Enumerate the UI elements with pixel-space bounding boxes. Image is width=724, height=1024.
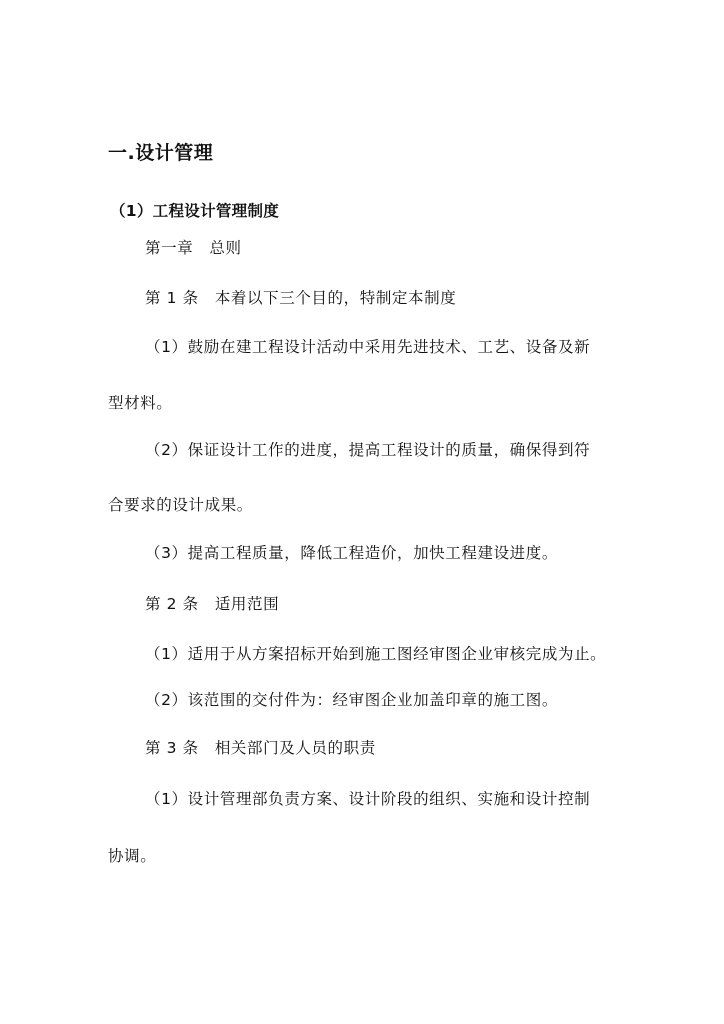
article-1-title: 第 1 条 本着以下三个目的，特制定本制度	[145, 289, 457, 307]
section-heading: 一.设计管理	[108, 142, 214, 164]
article-3-item-1: （1）设计管理部负责方案、设计阶段的组织、实施和设计控制	[145, 790, 591, 808]
subsection-heading: （1）工程设计管理制度	[110, 202, 280, 220]
article-1-item-2: （2）保证设计工作的进度，提高工程设计的质量，确保得到符	[145, 441, 591, 459]
article-2-item-2: （2）该范围的交付件为：经审图企业加盖印章的施工图。	[145, 691, 558, 709]
chapter-title: 第一章 总则	[145, 239, 242, 257]
article-3-title: 第 3 条 相关部门及人员的职责	[145, 739, 376, 757]
article-2-title: 第 2 条 适用范围	[145, 595, 280, 613]
article-1-item-1-cont: 型材料。	[108, 394, 173, 412]
article-3-item-1-cont: 协调。	[108, 847, 157, 865]
article-2-item-1: （1）适用于从方案招标开始到施工图经审图企业审核完成为止。	[145, 645, 607, 663]
article-1-item-3: （3）提高工程质量，降低工程造价，加快工程建设进度。	[145, 544, 558, 562]
article-1-item-1: （1）鼓励在建工程设计活动中采用先进技术、工艺、设备及新	[145, 338, 591, 356]
article-1-item-2-cont: 合要求的设计成果。	[108, 496, 253, 514]
